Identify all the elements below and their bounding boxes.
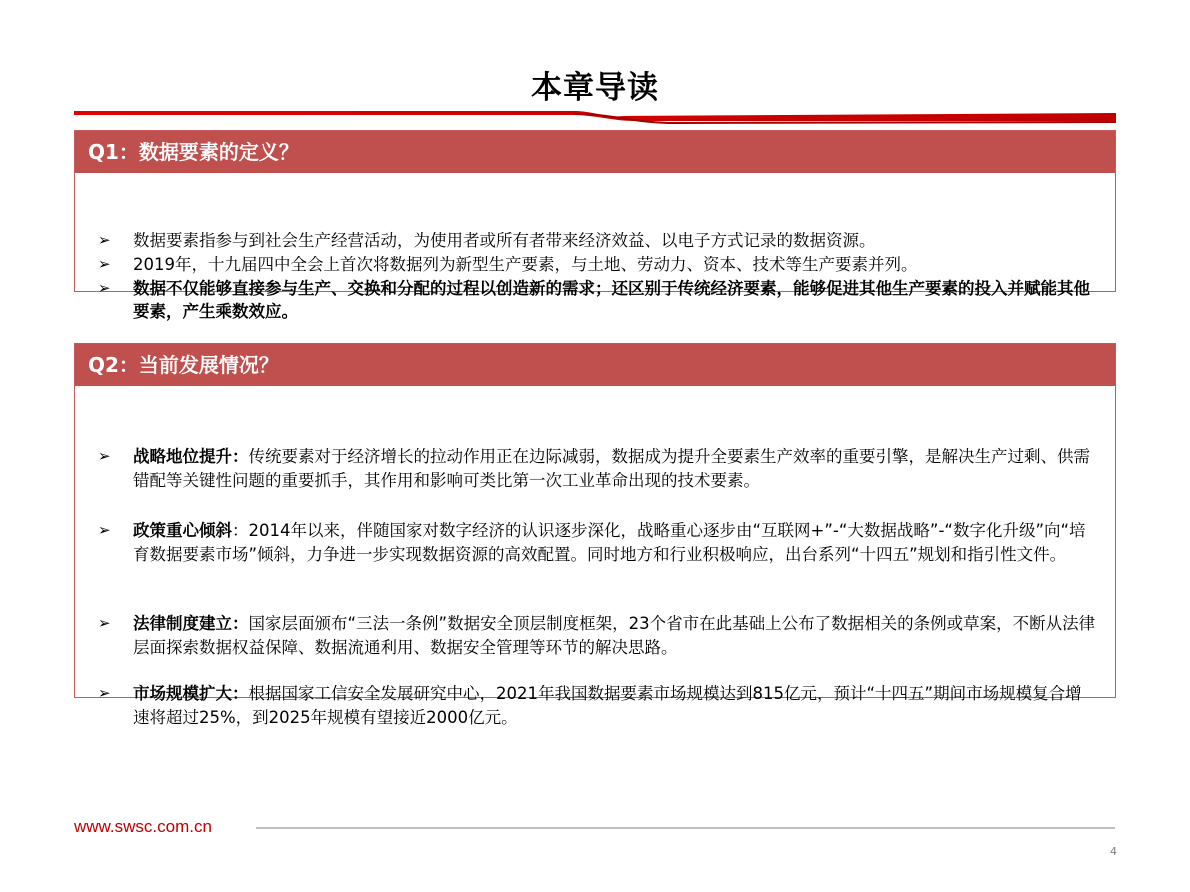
title-underline-band — [74, 110, 1116, 124]
q1-item-text: 数据不仅能够直接参与生产、交换和分配的过程以创造新的需求；还区别于传统经济要素，能够促进其他生产要素的投入并赋能其他要素，产生乘数效应。 — [133, 279, 1090, 321]
q2-heading: Q2：当前发展情况？ — [75, 344, 1115, 386]
arrow-bullet-icon: ➢ — [98, 614, 111, 632]
item-lead: 战略地位提升： — [133, 447, 249, 466]
arrow-bullet-icon: ➢ — [98, 255, 111, 273]
item-lead: 政策重心倾斜 — [133, 521, 232, 540]
q2-panel — [74, 343, 1116, 727]
arrow-bullet-icon: ➢ — [98, 279, 111, 297]
item-body: 传统要素对于经济增长的拉动作用正在边际减弱，数据成为提升全要素生产效率的重要引擎，是解决生产过剩、供需错配等关键性问题的重要抓手，其作用和影响可类比第一次工业革命出现的技术要素。 — [133, 447, 1090, 490]
footer-url[interactable]: www.swsc.com.cn — [74, 817, 212, 836]
q1-heading: Q1：数据要素的定义？ — [75, 131, 1115, 173]
q1-item-text: 2019年，十九届四中全会上首次将数据列为新型生产要素，与土地、劳动力、资本、技术等生产要素并列。 — [133, 255, 918, 274]
item-lead: 法律制度建立： — [133, 614, 249, 633]
arrow-bullet-icon: ➢ — [98, 521, 111, 539]
q2-item-text — [133, 445, 1097, 493]
item-body: 根据国家工信安全发展研究中心，2021年我国数据要素市场规模达到815亿元，预计“十四五”期间市场规模复合增速将超过25%，到2025年规模有望接近2000亿元。 — [133, 684, 1082, 727]
page-number: 4 — [1110, 845, 1117, 858]
item-lead: 市场规模扩大： — [133, 684, 249, 703]
q1-panel — [74, 130, 1116, 321]
q2-item-text — [133, 519, 1097, 567]
page-title: 本章导读 — [531, 70, 659, 106]
q1-item-text: 数据要素指参与到社会生产经营活动，为使用者或所有者带来经济效益、以电子方式记录的数据资源。 — [133, 231, 876, 250]
q2-item-text — [133, 612, 1097, 660]
item-body: ：2014年以来，伴随国家对数字经济的认识逐步深化，战略重心逐步由“互联网+”-“大数据战略”-“数字化升级”向“培育数据要素市场”倾斜，力争进一步实现数据资源的高效配置。同时地方和行业积极响应，出台系列“十四五”规划和指引性文件。 — [133, 521, 1086, 564]
arrow-bullet-icon: ➢ — [98, 231, 111, 249]
footer-divider — [256, 827, 1115, 829]
q2-item-text — [133, 682, 1097, 730]
arrow-bullet-icon: ➢ — [98, 447, 111, 465]
arrow-bullet-icon: ➢ — [98, 684, 111, 702]
item-body: 国家层面颁布“三法一条例”数据安全顶层制度框架，23个省市在此基础上公布了数据相关的条例或草案，不断从法律层面探索数据权益保障、数据流通利用、数据安全管理等环节的解决思路。 — [133, 614, 1096, 657]
